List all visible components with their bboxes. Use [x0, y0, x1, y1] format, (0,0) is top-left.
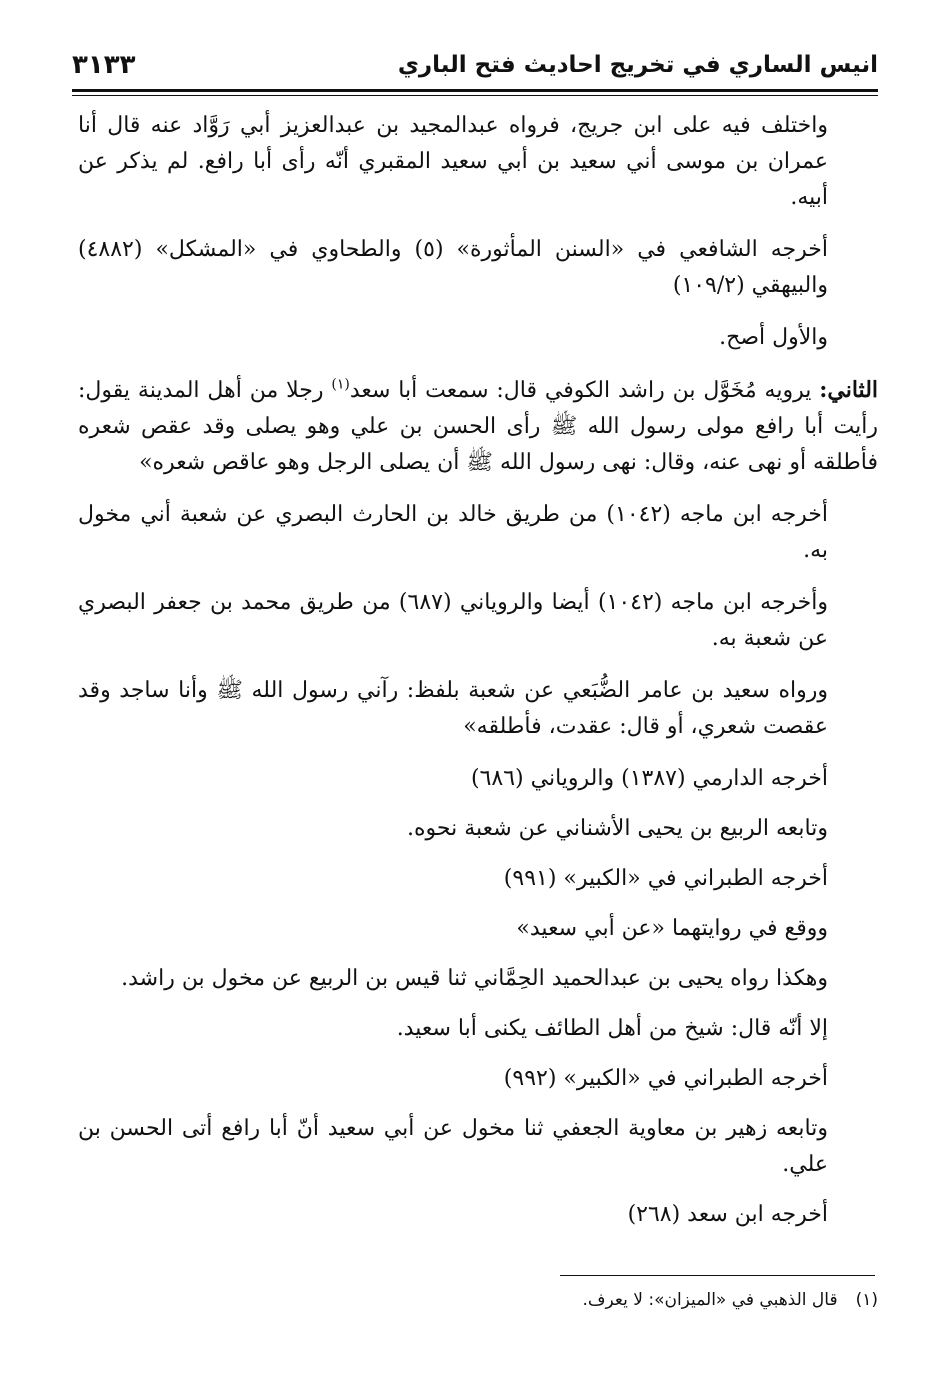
footnote-separator	[560, 1275, 875, 1276]
header-rule	[72, 89, 878, 92]
paragraph-text: أخرجه ابن سعد (٢٦٨)	[627, 1202, 828, 1227]
paragraph	[78, 497, 878, 569]
paragraph	[78, 372, 878, 481]
paragraph	[78, 232, 878, 304]
paragraph	[78, 1011, 878, 1047]
paragraph-lead: الثاني:	[819, 377, 879, 403]
paragraph-text: أخرجه الدارمي (١٣٨٧) والروياني (٦٨٦)	[471, 766, 828, 791]
paragraph-text: أخرجه الطبراني في «الكبير» (٩٩١)	[503, 866, 828, 891]
paragraph-text: والأول أصح.	[719, 325, 828, 350]
paragraph-text: ورواه سعيد بن عامر الضُّبَعي عن شعبة بلفظ: رآني رسول الله ﷺ وأنا ساجد وقد عقصت شعري، أو قال: عقدت، فأطلقه»	[78, 678, 828, 739]
footnote-text: قال الذهبي في «الميزان»: لا يعرف.	[582, 1290, 838, 1310]
paragraph-text: إلا أنّه قال: شيخ من أهل الطائف يكنى أبا سعيد.	[396, 1016, 828, 1041]
paragraph-text-continued: رجلا من أهل المدينة يقول: رأيت أبا رافع مولى رسول الله ﷺ رأى الحسن بن علي وهو يصلى وقد عقص شعره فأطلقه أو نهى عنه، وقال: نهى رسول الله ﷺ أن يصلى الرجل وهو عاقص شعره»	[78, 378, 878, 475]
paragraph-text: يرويه مُخَوَّل بن راشد الكوفي قال: سمعت أبا سعد	[349, 378, 820, 403]
page-header	[72, 48, 878, 88]
paragraph	[78, 320, 878, 356]
footnote-number: (١)	[855, 1290, 878, 1310]
footnote	[583, 1290, 879, 1310]
paragraph	[78, 761, 878, 797]
paragraph	[78, 911, 878, 947]
running-title: انيس الساري في تخريج احاديث فتح الباري	[397, 52, 878, 78]
paragraph	[78, 108, 878, 216]
main-text	[78, 108, 878, 1247]
page-number: ٣١٣٣	[72, 50, 136, 80]
paragraph	[78, 585, 878, 657]
paragraph-text: وهكذا رواه يحيى بن عبدالحميد الحِمَّاني ثنا قيس بن الربيع عن مخول بن راشد.	[121, 966, 828, 991]
paragraph-text: وأخرجه ابن ماجه (١٠٤٢) أيضا والروياني (٦٨٧) من طريق محمد بن جعفر البصري عن شعبة به.	[78, 590, 829, 651]
paragraph-text: وتابعه الربيع بن يحيى الأشناني عن شعبة نحوه.	[407, 816, 828, 841]
paragraph	[78, 1197, 878, 1233]
paragraph-text: أخرجه الطبراني في «الكبير» (٩٩٢)	[503, 1066, 828, 1091]
paragraph	[78, 811, 878, 847]
paragraph	[78, 961, 878, 997]
paragraph	[78, 673, 878, 745]
paragraph	[78, 861, 878, 897]
paragraph-text: ووقع في روايتهما «عن أبي سعيد»	[516, 916, 828, 941]
paragraph-text: أخرجه ابن ماجه (١٠٤٢) من طريق خالد بن الحارث البصري عن شعبة أني مخول به.	[78, 502, 829, 563]
footnote-reference: (١)	[331, 376, 350, 393]
paragraph	[78, 1061, 878, 1097]
header-rule-thin	[72, 95, 878, 96]
paragraph	[78, 1111, 878, 1183]
paragraph-text: أخرجه الشافعي في «السنن المأثورة» (٥) والطحاوي في «المشكل» (٤٨٨٢) والبيهقي (١٠٩/٢)	[78, 237, 828, 298]
paragraph-text: وتابعه زهير بن معاوية الجعفي ثنا مخول عن أبي سعيد أنّ أبا رافع أتى الحسن بن علي.	[78, 1116, 828, 1177]
paragraph-text: واختلف فيه على ابن جريج، فرواه عبدالمجيد بن عبدالعزيز أبي رَوَّاد عنه قال أنا عمران بن موسى أني سعيد بن أبي سعيد المقبري أنّه رأى أبا رافع. لم يذكر عن أبيه.	[78, 113, 828, 210]
